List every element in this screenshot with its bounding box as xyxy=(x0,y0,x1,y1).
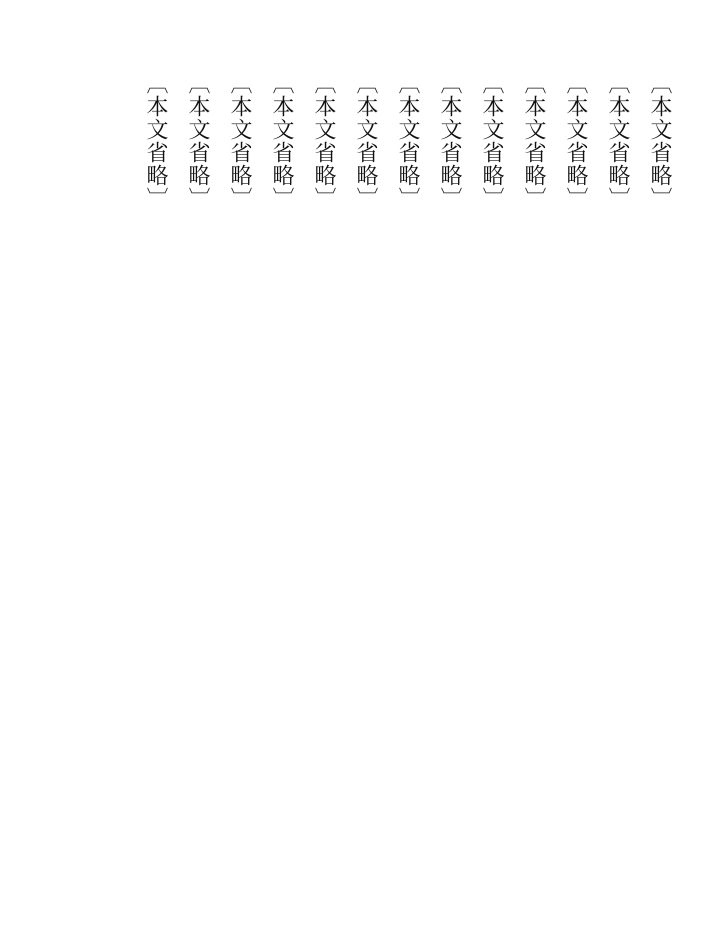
text-column: 〔本文省略〕 xyxy=(647,72,672,210)
text-column: 〔本文省略〕 xyxy=(605,72,630,210)
text-column: 〔本文省略〕 xyxy=(521,72,546,210)
text-column: 〔本文省略〕 xyxy=(143,72,168,210)
text-column: 〔本文省略〕 xyxy=(269,72,294,210)
vertical-text-body xyxy=(110,72,680,862)
text-column: 〔本文省略〕 xyxy=(227,72,252,210)
text-column: 〔本文省略〕 xyxy=(185,72,210,210)
text-column: 〔本文省略〕 xyxy=(395,72,420,210)
text-column: 〔本文省略〕 xyxy=(479,72,504,210)
text-column: 〔本文省略〕 xyxy=(563,72,588,210)
text-column: 〔本文省略〕 xyxy=(311,72,336,210)
text-column: 〔本文省略〕 xyxy=(353,72,378,210)
text-column: 〔本文省略〕 xyxy=(437,72,462,210)
